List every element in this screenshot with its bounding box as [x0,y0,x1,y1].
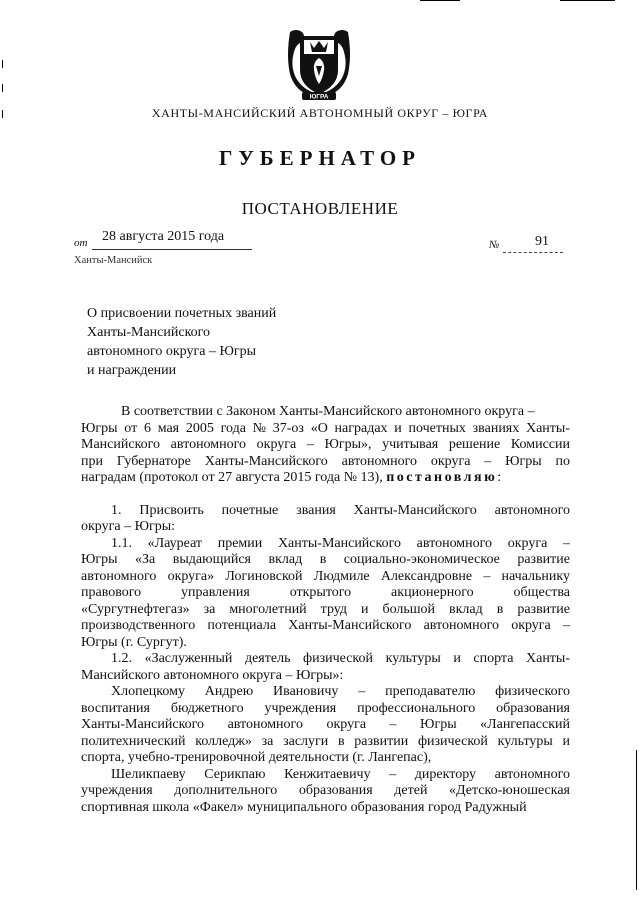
svg-text:ЮГРА: ЮГРА [309,93,329,101]
text-line: автономного округа» Логиновской Людмиле Александровне – начальнику [81,568,570,584]
date-underline [92,249,252,250]
text-line: Мансийского автономного округа – Югры», учитывая решение Комиссии [81,437,570,452]
khmao-coat-of-arms-icon [286,26,352,102]
scan-mark-right [636,750,637,890]
item-1-1 [81,536,570,652]
text-line: спорта, учебно-тренировочной деятельности (г. Лангепас), [81,750,432,765]
document-date: 28 августа 2015 года [102,229,225,244]
text-line: спортивная школа «Факел» муниципального образования город Радужный [81,799,527,815]
text-line: Югры (г. Сургут). [81,634,187,650]
date-prefix: от [74,237,88,249]
item-1-2 [81,651,570,684]
text-line: округа – Югры: [81,519,176,534]
document-type: ПОСТАНОВЛЕНИЕ [241,199,399,218]
item-1 [81,503,570,536]
text-line: Хлопецкому Андрею Ивановичу – преподавателю физического [111,684,570,699]
document-number: 91 [535,234,549,249]
text-line: наградам (протокол от 27 августа 2015 года № 13), постановляю: [81,470,502,485]
number-underline [503,252,563,253]
subject-line: Ханты-Мансийского [87,325,211,340]
subject-line: и награждении [87,363,177,378]
text-line: политехнический колледж» за заслуги в развитии физической культуры и [81,733,570,749]
text-line: «Сургутнефтегаз» за многолетний труд и большой вклад в развитие [81,601,570,617]
org-name: ХАНТЫ-МАНСИЙСКИЙ АВТОНОМНЫЙ ОКРУГ – ЮГРА [151,106,489,120]
document-title: ГУБЕРНАТОР [218,146,422,170]
scan-mark-top [420,0,460,1]
text-line: производственного потенциала Ханты-Мансийского автономного округа – [81,618,570,633]
awardee-1 [81,684,570,767]
text-line: учреждения дополнительного образования детей «Детско-юношеская [81,783,570,798]
text-line: правового управления открытого акционерного общества [81,585,570,600]
scan-mark-top-right [560,0,615,1]
verb-resolve: постановляю [386,470,498,485]
text-line: 1.1. «Лауреат премии Ханты-Мансийского автономного округа – [111,535,570,551]
text-line: Югры «За выдающийся вклад в социально-экономическое развитие [81,552,570,567]
text-line: Мансийского автономного округа – Югры»: [81,667,344,683]
preamble-paragraph-cont [81,421,570,487]
text-line: В соответствии с Законом Ханты-Мансийского автономного округа – [121,404,535,419]
document-subject [87,304,347,380]
document-city: Ханты-Мансийск [74,255,153,266]
number-prefix: № [489,239,500,251]
scan-mark-left [2,60,3,68]
text-line: Шеликпаеву Серикпаю Кенжитаевичу – директору автономного [111,766,570,782]
preamble-paragraph [81,404,570,421]
text-line: Югры от 6 мая 2005 года № 37-оз «О наградах и почетных званиях Ханты- [81,420,570,436]
text-line: 1.2. «Заслуженный деятель физической культуры и спорта Ханты- [111,651,570,666]
text-line: при Губернаторе Ханты-Мансийского автономного округа – Югры по [81,453,570,469]
text-line: воспитания бюджетного учреждения профессионального образования [81,700,570,716]
awardee-2 [81,767,570,817]
text-line: Ханты-Мансийского автономного округа – Югры «Лангепасский [81,717,570,732]
document-body [81,404,570,816]
subject-line: О присвоении почетных званий [87,306,277,321]
scan-mark-left [2,84,3,92]
text-line: 1. Присвоить почетные звания Ханты-Мансийского автономного [111,502,570,518]
subject-line: автономного округа – Югры [87,344,256,359]
